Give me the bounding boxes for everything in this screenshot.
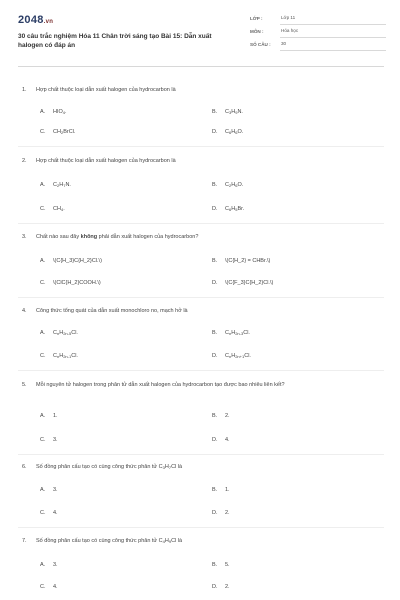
option-text: $C_2H_7N$. xyxy=(53,182,71,188)
option-text: $HIO_4$. xyxy=(53,109,67,115)
option-letter: B. xyxy=(212,413,218,419)
question-number: 3. xyxy=(22,234,27,240)
option-text: $C_6H_5Br$. xyxy=(225,206,245,212)
option-text: 1. xyxy=(225,487,230,493)
answer-option[interactable] xyxy=(212,280,273,286)
option-text: $C_6H_6O$. xyxy=(225,129,244,135)
document-title: 30 câu trắc nghiệm Hóa 11 Chân trời sáng tạo Bài 15: Dẫn xuất halogen có đáp án xyxy=(18,33,212,49)
answer-option[interactable] xyxy=(212,206,244,212)
question-number: 5. xyxy=(22,382,27,388)
answer-option[interactable] xyxy=(212,258,270,264)
question-divider xyxy=(18,454,384,455)
option-text: 5. xyxy=(225,562,230,568)
option-text: 4. xyxy=(225,437,230,443)
option-text: $C_nH_{2n-3}Cl$. xyxy=(225,330,250,336)
answer-option[interactable] xyxy=(212,182,243,188)
answer-option[interactable] xyxy=(40,182,71,188)
option-text: 1. xyxy=(53,413,58,419)
meta-row-class xyxy=(250,14,386,27)
answer-option[interactable] xyxy=(40,487,58,493)
answer-option[interactable] xyxy=(40,206,65,212)
question-number: 4. xyxy=(22,308,27,314)
option-text: 3. xyxy=(53,562,58,568)
answer-option[interactable] xyxy=(212,510,230,516)
meta-box xyxy=(250,14,386,53)
option-letter: C. xyxy=(40,206,46,212)
option-letter: A. xyxy=(40,182,46,188)
answer-option[interactable] xyxy=(212,584,230,590)
meta-key: MÔN : xyxy=(250,29,264,34)
question-number: 6. xyxy=(22,464,27,470)
meta-row-count xyxy=(250,40,386,53)
option-letter: D. xyxy=(212,353,218,359)
question-divider xyxy=(18,527,384,528)
option-text: 4. xyxy=(53,510,58,516)
option-text: \(ClC{H_2}COOH.\) xyxy=(53,280,101,286)
option-letter: A. xyxy=(40,109,46,115)
question-number: 7. xyxy=(22,538,27,544)
option-letter: A. xyxy=(40,413,46,419)
logo-text: 2048 xyxy=(18,14,44,26)
meta-value: Hóa học xyxy=(280,28,386,38)
option-letter: D. xyxy=(212,510,218,516)
option-letter: B. xyxy=(212,562,218,568)
option-text: $C_nH_{2n-5}Cl$. xyxy=(53,330,78,336)
answer-option[interactable] xyxy=(212,437,230,443)
logo-suffix: .vn xyxy=(43,19,54,25)
meta-key: LỚP : xyxy=(250,16,263,21)
option-letter: A. xyxy=(40,258,46,264)
question-stem: Công thức tổng quát của dẫn xuất monochloro no, mạch hở là xyxy=(36,308,188,314)
question-stem: Số đồng phân cấu tạo có cùng công thức phân tử $C_3H_7Cl$ là xyxy=(36,464,183,470)
meta-value: 30 xyxy=(280,41,386,51)
question-number: 1. xyxy=(22,87,27,93)
option-text: $CH_4$. xyxy=(53,206,65,212)
option-text: 2. xyxy=(225,584,230,590)
option-letter: C. xyxy=(40,510,46,516)
option-text: \(C{F_3}C{H_2}Cl.\) xyxy=(225,280,274,286)
option-letter: C. xyxy=(40,280,46,286)
answer-option[interactable] xyxy=(212,487,230,493)
option-letter: D. xyxy=(212,584,218,590)
option-letter: A. xyxy=(40,330,46,336)
question-divider xyxy=(18,370,384,371)
answer-option[interactable] xyxy=(40,330,78,336)
option-text: 4. xyxy=(53,584,58,590)
answer-option[interactable] xyxy=(40,510,58,516)
question-stem: Hợp chất thuộc loại dẫn xuất halogen của hydrocarbon là xyxy=(36,87,176,93)
page-header xyxy=(18,14,384,56)
option-text: $C_nH_{2n-1}Cl$. xyxy=(53,353,78,359)
option-text: $CH_2BrCl$. xyxy=(53,129,76,135)
meta-value: Lớp 11 xyxy=(280,15,386,25)
option-text: $C_2H_6O$. xyxy=(225,182,244,188)
option-letter: B. xyxy=(212,487,218,493)
option-letter: C. xyxy=(40,353,46,359)
answer-option[interactable] xyxy=(40,109,67,115)
question-divider xyxy=(18,297,384,298)
option-letter: B. xyxy=(212,258,218,264)
question-stem: Hợp chất thuộc loại dẫn xuất halogen của hydrocarbon là xyxy=(36,158,176,164)
option-letter: B. xyxy=(212,182,218,188)
header-divider xyxy=(18,66,384,67)
option-letter: D. xyxy=(212,129,218,135)
answer-option[interactable] xyxy=(212,330,250,336)
meta-row-subject xyxy=(250,27,386,40)
option-text: \(C{H_3}C{H_2}Cl.\) xyxy=(53,258,102,264)
option-letter: D. xyxy=(212,280,218,286)
option-text: $C_nH_{2n+1}Cl$. xyxy=(225,353,251,359)
option-letter: C. xyxy=(40,129,46,135)
site-logo[interactable] xyxy=(18,14,53,26)
answer-option[interactable] xyxy=(40,584,58,590)
option-letter: B. xyxy=(212,330,218,336)
option-text: 3. xyxy=(53,437,58,443)
answer-option[interactable] xyxy=(40,258,102,264)
option-letter: A. xyxy=(40,487,46,493)
question-stem: Mỗi nguyên tử halogen trong phân tử dẫn xuất halogen của hydrocarbon tạo được bao nhiêu liên kết? xyxy=(36,382,285,388)
option-letter: D. xyxy=(212,206,218,212)
option-letter: B. xyxy=(212,109,218,115)
option-letter: C. xyxy=(40,437,46,443)
answer-option[interactable] xyxy=(40,413,58,419)
answer-option[interactable] xyxy=(212,109,243,115)
answer-option[interactable] xyxy=(40,129,75,135)
question-stem: Số đồng phân cấu tạo có cùng công thức phân tử $C_4H_9Cl$ là xyxy=(36,538,183,544)
option-letter: A. xyxy=(40,562,46,568)
option-text: $C_3H_9N$. xyxy=(225,109,243,115)
answer-option[interactable] xyxy=(212,353,251,359)
question-stem: Chất nào sau đây không phải dẫn xuất halogen của hydrocarbon? xyxy=(36,234,199,240)
answer-option[interactable] xyxy=(40,353,78,359)
option-letter: D. xyxy=(212,437,218,443)
question-divider xyxy=(18,223,384,224)
answer-option[interactable] xyxy=(40,437,58,443)
option-text: 2. xyxy=(225,510,230,516)
answer-option[interactable] xyxy=(212,129,243,135)
answer-option[interactable] xyxy=(40,562,58,568)
question-divider xyxy=(18,146,384,147)
option-text: \(C{H_2} = CHBr.\) xyxy=(225,258,271,264)
question-number: 2. xyxy=(22,158,27,164)
option-text: 3. xyxy=(53,487,58,493)
option-text: 2. xyxy=(225,413,230,419)
answer-option[interactable] xyxy=(212,562,230,568)
answer-option[interactable] xyxy=(40,280,101,286)
option-letter: C. xyxy=(40,584,46,590)
meta-key: SỐ CÂU : xyxy=(250,42,271,47)
answer-option[interactable] xyxy=(212,413,230,419)
